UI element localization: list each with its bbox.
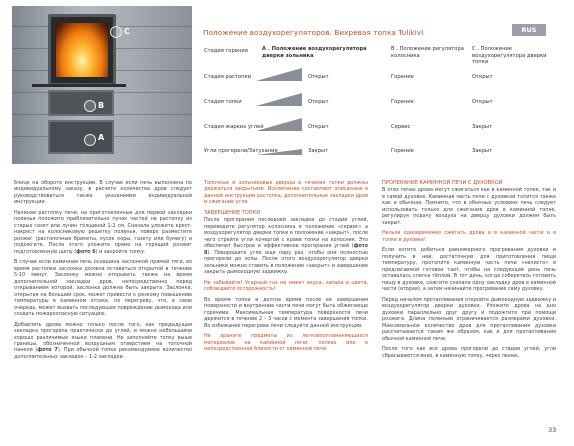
section-heading: ЗАВЕРШЕНИЕ ТОПКИ	[204, 210, 261, 216]
warning: Не забывайте! Угарный газ не имеет вкуса, запаха и цвета, соблюдайте осторожность!	[204, 279, 368, 293]
paragraph: блице на обороте инструкции. В случае если печь выполнена по индивидуальному заказу, в расчете количества дров следует руководствоваться также указаниями индивидуальной инструкции.	[14, 180, 192, 206]
section-title: Положение воздухорегуляторов. Вихревая топка Tulikivi	[203, 28, 424, 37]
position-c: Открыт	[472, 74, 493, 80]
head-c: C . Положение воздухорегулятора дверки топки	[472, 46, 547, 66]
paragraph: В этих печах дрова могут сжигаться как в каминной топке, так и в самой духовке. Каминная часть печи с духовкой топится также как и обычная. Помните, что в обычных условиях печь следует использовать только для сжигания дров в каминной топке, регулируя подачу воздуха на дверцу духовки должен быть закрыт.	[382, 187, 556, 226]
position-c: Закрыт	[472, 124, 493, 130]
text-column-2	[204, 180, 368, 357]
head-a: A . Положение воздухорегулятора дверки зольника	[262, 46, 367, 59]
firebox-door	[48, 14, 116, 86]
section-heading: ПРОПЕКАНИЕ КАМИННОЙ ПЕЧИ С ДУХОВКОЙ	[382, 180, 503, 186]
text-column-1	[14, 180, 192, 365]
paragraph: Во время топки и долгое время после ее завершения поверхности и внутренние части печи могут быть обжигающе горячими. Максимальная температура поверхности печи держится в течение 2 – 3 часов с момента завершения топки. Во избежание перегрева печи следуйте данной инструкции.	[204, 296, 368, 329]
table-row	[204, 140, 554, 162]
regulator-diagram-icon	[254, 140, 304, 156]
paragraph: Топочные и зольниковые дверцы в течение топки должны держаться закрытыми. Исключение составляют описанные в данной инструкции растопка, дополнительные закладки дров и сжигание угля.	[204, 180, 368, 206]
paragraph: В случае если каминная печь оснащена заслонкой прямой тяги, во время растопки заслонка должна оставаться открытой в течение 5-10 минут. Заслонку можно открывать также на время дополнительной закладки дров, непосредственно перед открыванием которой, заслонка должна быть закрыта. Заслонка, открытая на больший срок, может привести к резкому повышению температуры в каминном отсеке, по перегреву, что, в свою очередь, может вызвать последующее повреждение дымохода или создать пожароопасную ситуацию.	[14, 259, 192, 317]
paragraph: После прогорания последней закладки до стадии углей, переведите регулятор колосника в положение «сервис» а воздухорегулятор дверки топки в положение «закрыт», после чего стрейте угли кочергой с краев топки на колосник. Это обеспечит быстрое и эффективное прогорание углей (фото 8). Поворошите угли еще пару раз, чтобы они полностью прогорели до золы. После этого воздухорегулятор дверки зольника можно ставить в положение «закрыт» и завершение закрыть дымоходную задвижку.	[204, 217, 368, 276]
position-a: Закрыт	[308, 148, 329, 154]
position-c: Открыт	[472, 99, 493, 105]
position-b: Горение	[391, 74, 414, 80]
label-c: C	[124, 27, 130, 36]
warning: Нельзя одновременно сжигать дрова и в каминной части и в топке в духовке!	[382, 230, 556, 243]
fire-glow	[56, 23, 108, 77]
regulator-diagram-icon	[254, 116, 304, 132]
head-stage: Стадия горения	[204, 48, 248, 54]
table-row	[204, 66, 554, 88]
position-a: Открыт	[308, 99, 329, 105]
position-c: Закрыт	[472, 148, 493, 154]
position-a: Открыт	[308, 74, 329, 80]
warning: Не храните предметы из легковоспламеняющихся материалов на каминной печи, полках или в непосредственной близости от каминной печи.	[204, 333, 368, 353]
table-row	[204, 116, 554, 138]
paragraph: После того как все дрова прогорели до стадии углей, угли сбрасываются вниз, в каминную топку, через люнек,	[382, 346, 556, 359]
stage-label: Стадия топки	[204, 99, 242, 105]
label-b: B	[98, 101, 105, 110]
page-number: 33	[548, 426, 557, 434]
stove-photo	[12, 6, 192, 164]
position-b: Горение	[391, 99, 414, 105]
highlight-a-icon	[84, 134, 96, 146]
position-b: Горение	[391, 148, 414, 154]
highlight-c-icon	[110, 26, 122, 38]
stage-label: Стадия растопки	[204, 74, 251, 80]
label-a: A	[98, 133, 105, 142]
regulator-table	[204, 46, 554, 156]
paragraph: Начиная растопку печи, на приготовленные для первой закладки поленья положите приблизительно пучок частей на растопку из старых газет или лучин толщиной 1-2 см. Сначала уложите крест-накрест на колосниковую решетку поленья, поверх разместите розжиг (растопочные брикеты, кусок коры, газету или бумагу) и подожгите. После этого уложите прямо на горящий розжиг подготовленную щепу (фото 6) и закройте топку.	[14, 210, 192, 255]
paragraph: Если хотите добиться равномерного прогревания духовки и получить в ней, достаточную для приготовления пищи температуру, протопите каминную часть печи «начисто» в предлагаемой готовки тает, чтобы на следующий день печь оставалась слегка тёплой. В тот день, когда соберетесь готовить пищу в духовке, сожгите сначала одну закладку дров в каминной части (вторая), а затем начинайте прогревание саму духовку.	[382, 247, 556, 293]
table-row	[204, 91, 554, 113]
text-column-3	[382, 180, 556, 363]
regulator-diagram-icon	[254, 91, 304, 107]
paragraph: Перед началом протапливания откройте дымоходную задвижку и воздухорегулятор дверки духовки. Уложите дрова на дно духовки параллельно друг другу и подожгите при помощи розжига. Длина поленьев ограничивается размерами духовки. Максимальное количество дров для протапливания духовки рассчитывается таким же образом, как и для протапливания обычной каминной печи.	[382, 296, 556, 342]
position-a: Открыт	[308, 124, 329, 130]
regulator-diagram-icon	[254, 66, 304, 82]
highlight-b-icon	[84, 100, 96, 112]
stage-label: Угли прогорели/Затухание	[204, 148, 278, 154]
paragraph: Добавлять дрова можно только после того, как предыдущая закладка прогорела практически до углей, и можно небольшими хорошо различимые языки пламени. Не заполняйте топку выше границы, обозначенной воздушным отверстием на топочной панели (фото 7). При обычной топке рекомендуемое количество дополнительных закладок – 1-2 закладки.	[14, 321, 193, 360]
head-b: B . Положение регулятора колосника	[391, 46, 464, 59]
stage-label: Стадия жарких углей	[204, 124, 264, 130]
position-b: Сервис	[391, 124, 411, 130]
language-badge: RUS	[512, 24, 546, 36]
